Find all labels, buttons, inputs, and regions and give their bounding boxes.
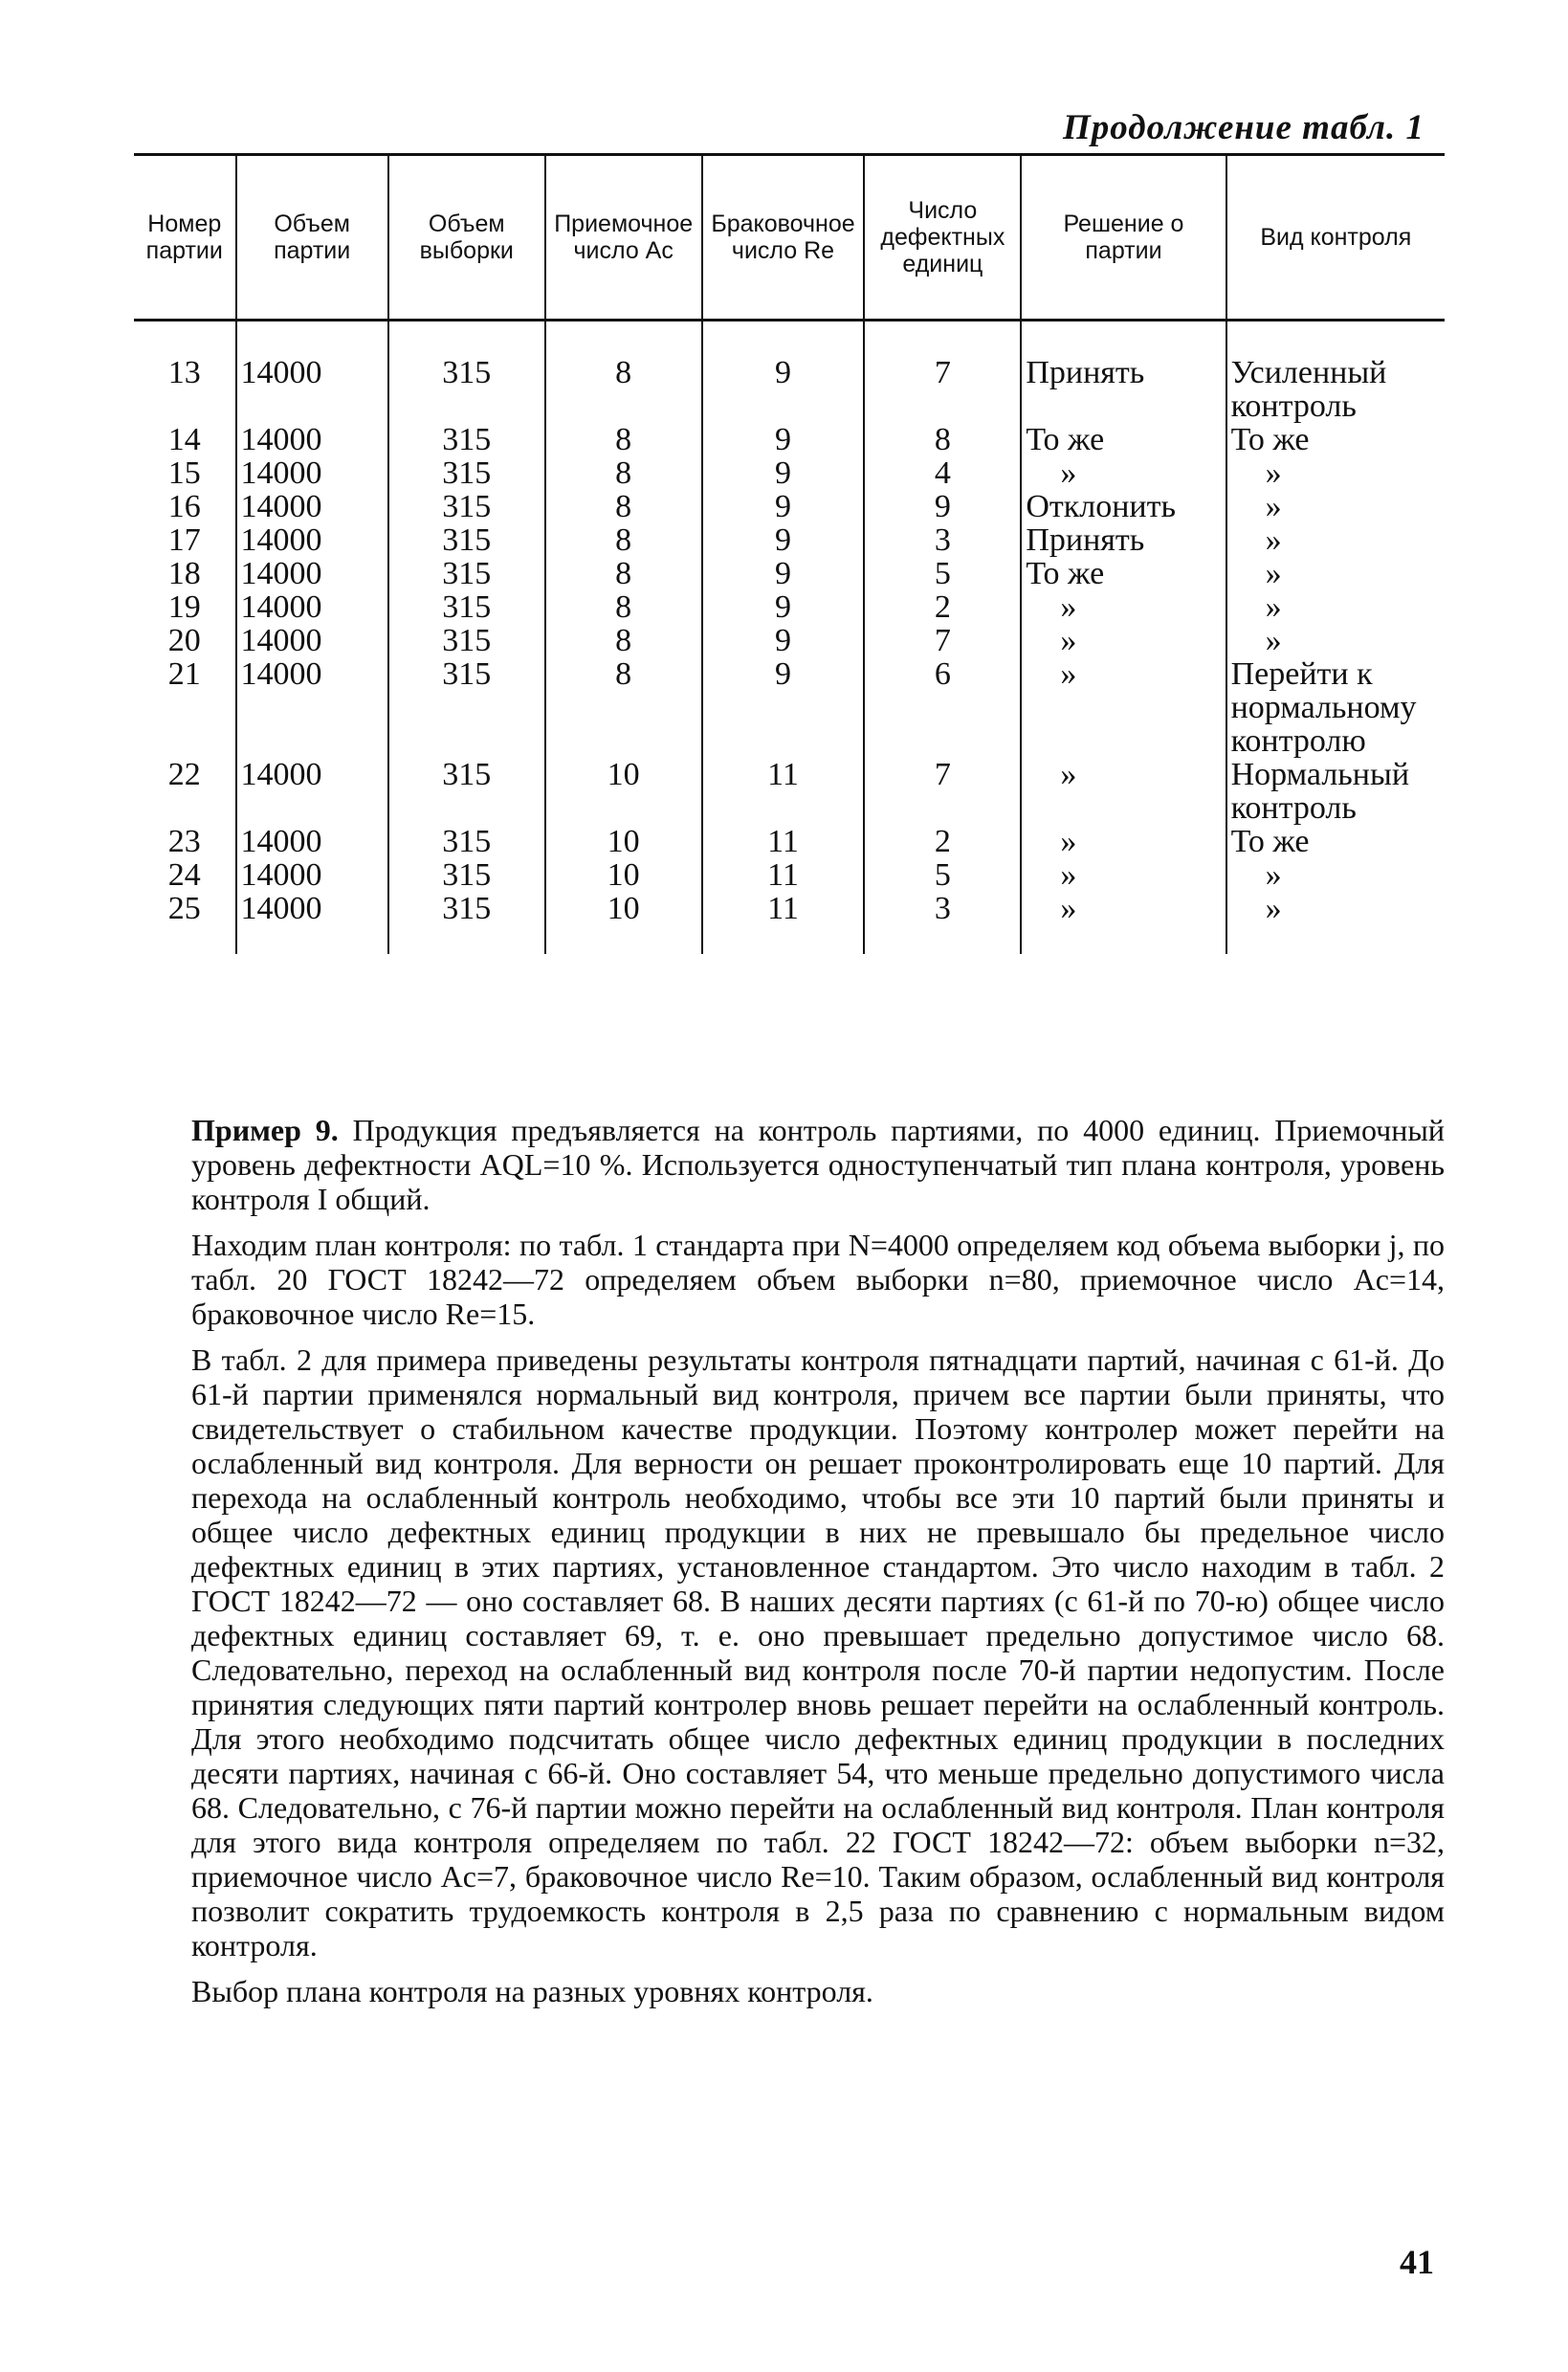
cell-defectives: 7 (864, 758, 1021, 825)
page-number: 41 (1400, 2243, 1434, 2281)
table-row (134, 490, 1445, 523)
cell-decision: Принять (1021, 523, 1226, 557)
cell-rejection-number: 9 (702, 523, 865, 557)
cell-inspection-type: » (1226, 892, 1445, 925)
cell-sample-size: 315 (388, 892, 545, 925)
cell-inspection-type: Усиленный контроль (1226, 356, 1445, 423)
cell-decision: Принять (1021, 356, 1226, 423)
cell-lot-number: 18 (167, 556, 201, 591)
cell-lot-number: 21 (167, 656, 201, 692)
cell-defectives: 6 (864, 657, 1021, 758)
paragraph-1-text: Продукция предъявляется на контроль партиями, по 4000 единиц. Приемочный уровень дефектности AQL=10 %. Используется одноступенчатый тип плана контроля, уровень контроля I общий. (191, 1113, 1446, 1216)
cell-lot-size: 14000 (236, 892, 388, 925)
cell-lot-number: 25 (167, 891, 201, 926)
cell-inspection-type: » (1226, 456, 1445, 490)
table-row (134, 624, 1445, 657)
cell-rejection-number: 9 (702, 657, 865, 758)
col-header-decision: Решение о партии (1021, 155, 1226, 321)
cell-sample-size: 315 (388, 624, 545, 657)
cell-acceptance-number: 10 (545, 825, 702, 858)
table-row (134, 657, 1445, 758)
cell-sample-size: 315 (388, 356, 545, 423)
cell-acceptance-number: 8 (545, 557, 702, 590)
cell-acceptance-number: 10 (545, 858, 702, 892)
cell-rejection-number: 9 (702, 456, 865, 490)
cell-decision: » (1021, 892, 1226, 925)
cell-lot-size: 14000 (236, 490, 388, 523)
paragraph-2: Находим план контроля: по табл. 1 стандарта при N=4000 определяем код объема выборки j, по табл. 20 ГОСТ 18242—72 определяем объем выборки n=80, приемочное число Ac=14, браковочное число Re=15. (191, 1228, 1445, 1331)
cell-rejection-number: 9 (702, 490, 865, 523)
table-row (134, 825, 1445, 858)
paragraph-4: Выбор плана контроля на разных уровнях контроля. (191, 1974, 873, 2008)
table-row (134, 456, 1445, 490)
cell-defectives: 3 (864, 892, 1021, 925)
cell-acceptance-number: 10 (545, 892, 702, 925)
cell-defectives: 5 (864, 557, 1021, 590)
cell-defectives: 2 (864, 825, 1021, 858)
cell-sample-size: 315 (388, 825, 545, 858)
cell-lot-size: 14000 (236, 456, 388, 490)
cell-lot-number: 23 (167, 824, 201, 859)
inspection-results-table (134, 153, 1445, 954)
cell-lot-size: 14000 (236, 557, 388, 590)
cell-decision: Отклонить (1021, 490, 1226, 523)
cell-decision: » (1021, 624, 1226, 657)
cell-decision: » (1021, 456, 1226, 490)
cell-decision: » (1021, 858, 1226, 892)
cell-inspection-type: Перейти к нормальному контролю (1226, 657, 1445, 758)
col-header-lot-number: Номер партии (134, 155, 236, 321)
paragraph-3: В табл. 2 для примера приведены результаты контроля пятнадцати партий, начиная с 61-й. До 61-й партии применялся нормальный вид контроля, причем все партии были приняты, что свидетельствует о стабильном качестве продукции. Поэтому контролер может перейти на ослабленный вид контроля. Для верности он решает проконтролировать еще 10 партий. Для перехода на ослабленный контроль необходимо, чтобы все эти 10 партий были приняты и общее число дефектных единиц продукции в них не превышало бы предельное число дефектных единиц в этих партиях, установленное стандартом. Это число находим в табл. 2 ГОСТ 18242—72 — оно составляет 68. В наших десяти партиях (с 61-й по 70-ю) общее число дефектных единиц составляет 69, т. е. оно превышает предельно допустимое число 68. Следовательно, переход на ослабленный вид контроля после 70-й партии недопустим. После принятия следующих пяти партий контролер вновь решает перейти на ослабленный контроль. Для этого необходимо подсчитать общее число дефектных единиц продукции в последних десяти партиях, начиная с 66-й. Оно составляет 54, что меньше предельно допустимого числа 68. Следовательно, с 76-й партии можно перейти на ослабленный вид контроля. План контроля для этого вида контроля определяем по табл. 22 ГОСТ 18242—72: объем выборки n=32, приемочное число Ac=7, браковочное число Re=10. Таким образом, ослабленный вид контроля позволит сократить трудоемкость контроля в 2,5 раза по сравнению с нормальным видом контроля. (191, 1342, 1445, 1962)
cell-defectives: 5 (864, 858, 1021, 892)
col-header-defectives: Число дефектных единиц (864, 155, 1021, 321)
cell-rejection-number: 11 (702, 858, 865, 892)
col-header-lot-size: Объем партии (236, 155, 388, 321)
table-row (134, 423, 1445, 456)
cell-decision: » (1021, 825, 1226, 858)
cell-lot-size: 14000 (236, 590, 388, 624)
table-row (134, 590, 1445, 624)
cell-defectives: 8 (864, 423, 1021, 456)
cell-rejection-number: 9 (702, 557, 865, 590)
cell-sample-size: 315 (388, 590, 545, 624)
table-continuation-caption: Продолжение табл. 1 (1063, 108, 1424, 147)
cell-lot-size: 14000 (236, 423, 388, 456)
cell-acceptance-number: 8 (545, 590, 702, 624)
cell-lot-size: 14000 (236, 758, 388, 825)
cell-lot-number: 16 (167, 489, 201, 524)
cell-lot-number: 17 (167, 522, 201, 558)
cell-acceptance-number: 8 (545, 456, 702, 490)
col-header-inspection-type: Вид контроля (1226, 155, 1445, 321)
table-top-spacer (134, 321, 1445, 357)
cell-rejection-number: 9 (702, 624, 865, 657)
cell-decision: » (1021, 758, 1226, 825)
cell-rejection-number: 9 (702, 590, 865, 624)
cell-lot-size: 14000 (236, 624, 388, 657)
cell-acceptance-number: 8 (545, 523, 702, 557)
cell-acceptance-number: 8 (545, 490, 702, 523)
cell-rejection-number: 11 (702, 825, 865, 858)
cell-defectives: 2 (864, 590, 1021, 624)
cell-decision: То же (1021, 557, 1226, 590)
cell-sample-size: 315 (388, 657, 545, 758)
cell-acceptance-number: 10 (545, 758, 702, 825)
cell-decision: » (1021, 590, 1226, 624)
cell-lot-number: 19 (167, 589, 201, 625)
col-header-sample-size: Объем выборки (388, 155, 545, 321)
cell-defectives: 4 (864, 456, 1021, 490)
cell-decision: » (1021, 657, 1226, 758)
cell-lot-number: 24 (167, 857, 201, 893)
cell-lot-number: 13 (167, 355, 201, 390)
cell-defectives: 7 (864, 356, 1021, 423)
table-header-row (134, 155, 1445, 321)
cell-lot-size: 14000 (236, 523, 388, 557)
cell-rejection-number: 9 (702, 423, 865, 456)
table-row (134, 356, 1445, 423)
cell-inspection-type: Нормальный контроль (1226, 758, 1445, 825)
cell-defectives: 3 (864, 523, 1021, 557)
cell-defectives: 7 (864, 624, 1021, 657)
cell-lot-number: 22 (167, 757, 201, 792)
col-header-acceptance-number: Приемочное число Ac (545, 155, 702, 321)
cell-sample-size: 315 (388, 858, 545, 892)
table-row (134, 557, 1445, 590)
cell-sample-size: 315 (388, 523, 545, 557)
cell-lot-number: 20 (167, 623, 201, 658)
table-row (134, 858, 1445, 892)
body-text (191, 1113, 1445, 2020)
cell-lot-number: 14 (167, 422, 201, 457)
cell-lot-size: 14000 (236, 825, 388, 858)
cell-lot-number: 15 (167, 455, 201, 491)
cell-decision: То же (1021, 423, 1226, 456)
cell-lot-size: 14000 (236, 657, 388, 758)
cell-sample-size: 315 (388, 758, 545, 825)
cell-acceptance-number: 8 (545, 423, 702, 456)
cell-sample-size: 315 (388, 456, 545, 490)
table-bottom-spacer (134, 925, 1445, 954)
cell-inspection-type: » (1226, 523, 1445, 557)
cell-inspection-type: » (1226, 590, 1445, 624)
cell-defectives: 9 (864, 490, 1021, 523)
table-row (134, 758, 1445, 825)
cell-sample-size: 315 (388, 423, 545, 456)
cell-rejection-number: 9 (702, 356, 865, 423)
cell-inspection-type: То же (1226, 423, 1445, 456)
cell-lot-size: 14000 (236, 356, 388, 423)
cell-inspection-type: » (1226, 557, 1445, 590)
cell-lot-size: 14000 (236, 858, 388, 892)
cell-sample-size: 315 (388, 490, 545, 523)
cell-acceptance-number: 8 (545, 624, 702, 657)
table-row (134, 523, 1445, 557)
cell-inspection-type: » (1226, 490, 1445, 523)
cell-inspection-type: » (1226, 858, 1445, 892)
col-header-rejection-number: Браковочное число Re (702, 155, 865, 321)
table-body (134, 321, 1445, 955)
inspection-table-wrapper (134, 153, 1445, 954)
cell-rejection-number: 11 (702, 892, 865, 925)
cell-acceptance-number: 8 (545, 657, 702, 758)
table-row (134, 892, 1445, 925)
example-lead: Пример 9. (191, 1113, 339, 1147)
cell-inspection-type: То же (1226, 825, 1445, 858)
cell-acceptance-number: 8 (545, 356, 702, 423)
cell-inspection-type: » (1226, 624, 1445, 657)
cell-sample-size: 315 (388, 557, 545, 590)
paragraph-example-9 (191, 1113, 1445, 1216)
cell-rejection-number: 11 (702, 758, 865, 825)
